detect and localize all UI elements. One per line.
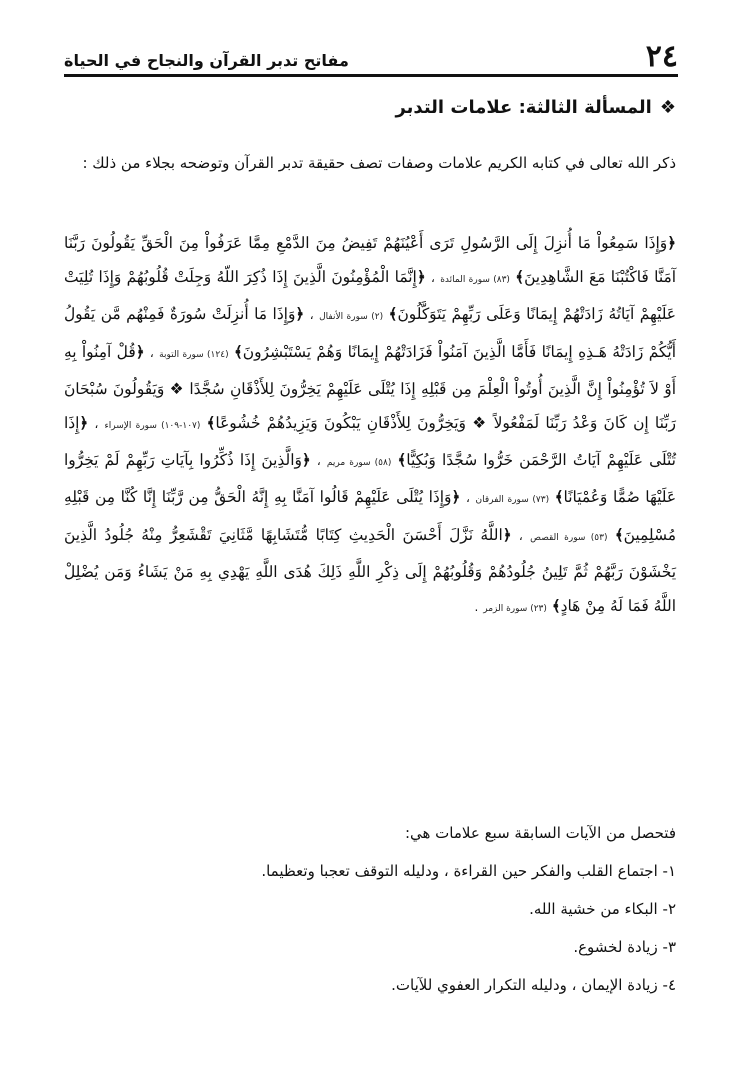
verse-separator: ، — [465, 491, 470, 506]
verse-reference: (٨٣) سورة المائدة — [440, 275, 510, 286]
verse-reference: (١٢٤) سورة التوبة — [159, 349, 229, 360]
signs-list — [64, 856, 676, 1008]
ornate-bracket-open-icon: ﴿ — [295, 305, 305, 324]
list-item-text: زيادة الإيمان ، ودليله التكرار العفوي للآيات. — [391, 976, 658, 994]
ornate-bracket-close-icon: ﴾ — [515, 268, 525, 287]
verse-separator: ، — [149, 345, 154, 360]
verse-reference: (٧٣) سورة الفرقان — [475, 495, 550, 506]
page-header — [64, 38, 678, 72]
verse-separator: ، — [518, 528, 523, 543]
ornate-bracket-close-icon: ﴾ — [551, 597, 561, 616]
verse-text: وَإِذَا سَمِعُواْ مَا أُنزِلَ إِلَى الرَّسُولِ تَرَى أَعْيُنَهُمْ تَفِيضُ مِنَ الدَّمْعِ مِمَّا عَرَفُواْ مِنَ الْحَقِّ يَقُولُونَ رَبَّنَا آمَنَّا فَاكْتُبْنَا مَعَ الشَّاهِدِينَ — [64, 234, 676, 287]
verse-separator: ، — [309, 308, 314, 323]
verse-text: وَالَّذِينَ إِذَا ذُكِّرُوا بِآيَاتِ رَبِّهِمْ لَمْ يَخِرُّوا عَلَيْهَا صُمًّا وَعُمْيَانًا — [64, 451, 677, 507]
ornate-bracket-open-icon: ﴿ — [502, 525, 512, 544]
ornate-bracket-open-icon: ﴿ — [301, 451, 311, 470]
list-number: ٤- — [662, 976, 676, 994]
list-item-text: زيادة لخشوع. — [573, 938, 658, 956]
verse-text: اللَّهُ نَزَّلَ أَحْسَنَ الْحَدِيثِ كِتَابًا مُّتَشَابِهًا مَّثَانِيَ تَقْشَعِرُّ مِنْهُ جُلُودُ الَّذِينَ يَخْشَوْنَ رَبَّهُمْ ثُمَّ تَلِينُ جُلُودُهُمْ وَقُلُوبُهُمْ إِلَى ذِكْرِ اللَّهِ ذَلِكَ هُدَى اللَّهِ يَهْدِي بِهِ مَنْ يَشَاءُ وَمَن يُضْلِلْ اللَّهُ فَمَا لَهُ مِنْ هَادٍ — [64, 525, 676, 616]
verse-separator: ، — [430, 271, 435, 286]
verse-text: إِذَا تُتْلَى عَلَيْهِمْ آيَاتُ الرَّحْمَن خَرُّوا سُجَّدًا وَبُكِيًّا — [64, 414, 676, 470]
list-number: ١- — [662, 862, 676, 880]
running-title: مفاتح تدبر القرآن والنجاح في الحياة — [64, 51, 349, 70]
list-item — [64, 932, 676, 970]
verse-text: وَإِذَا يُتْلَى عَلَيْهِمْ قَالُوا آمَنَّا بِهِ إِنَّهُ الْحَقُّ مِن رَّبِّنَا إِنَّا كُنَّا مِن قَبْلِهِ مُسْلِمِينَ — [64, 488, 676, 544]
list-item — [64, 894, 676, 932]
ornate-bracket-close-icon: ﴾ — [233, 342, 243, 361]
verse-separator: ، — [316, 454, 321, 469]
ornate-bracket-open-icon: ﴿ — [451, 488, 461, 507]
ornate-bracket-open-icon: ﴿ — [135, 342, 145, 361]
ornate-bracket-open-icon: ﴿ — [667, 234, 676, 252]
verse-reference: (٥٣) سورة القصص — [530, 532, 608, 543]
list-number: ٢- — [662, 900, 676, 918]
verse-text: قُلْ آمِنُواْ بِهِ أَوْ لاَ تُؤْمِنُواْ إِنَّ الَّذِينَ أُوتُواْ الْعِلْمَ مِن قَبْلِهِ إِذَا يُتْلَى عَلَيْهِمْ يَخِرُّونَ لِلأَذْقَانِ سُجَّدًا ❖ وَيَقُولُونَ سُبْحَانَ رَبِّنَا إِن كَانَ وَعْدُ رَبِّنَا لَمَفْعُولاً ❖ وَيَخِرُّونَ لِلأَذْقَانِ يَبْكُونَ وَيَزِيدُهُمْ خُشُوعًا — [64, 342, 676, 433]
list-item — [64, 970, 676, 1008]
verse-text: وَإِذَا مَا أُنزِلَتْ سُورَةٌ فَمِنْهُم مَّن يَقُولُ أَيُّكُمْ زَادَتْهُ هَـذِهِ إِيمَانًا فَأَمَّا الَّذِينَ آمَنُواْ فَزَادَتْهُمْ إِيمَانًا وَهُمْ يَسْتَبْشِرُونَ — [64, 305, 676, 361]
verse-reference: (١٠٧-١٠٩) سورة الإسراء — [104, 421, 201, 432]
list-item-text: اجتماع القلب والفكر حين القراءة ، ودليله التوقف تعجبا وتعظيما. — [261, 862, 658, 880]
list-number: ٣- — [662, 938, 676, 956]
signs-lead-sentence: فتحصل من الآيات السابقة سبع علامات هي: — [404, 824, 676, 842]
diamond-bullet-icon: ❖ — [659, 96, 676, 118]
ornate-bracket-close-icon: ﴾ — [614, 525, 624, 544]
ornate-bracket-open-icon: ﴿ — [416, 268, 426, 287]
verse-text: إِنَّمَا الْمُؤْمِنُونَ الَّذِينَ إِذَا ذُكِرَ اللّهُ وَجِلَتْ قُلُوبُهُمْ وَإِذَا تُلِيَتْ عَلَيْهِمْ آيَاتُهُ زَادَتْهُمْ إِيمَانًا وَعَلَى رَبِّهِمْ يَتَوَكَّلُونَ — [64, 268, 676, 324]
page-number: ٢٤ — [645, 39, 678, 74]
intro-paragraph: ذكر الله تعالى في كتابه الكريم علامات وصفات تصف حقيقة تدبر القرآن وتوضحه بجلاء من ذلك : — [82, 154, 676, 172]
list-item-text: البكاء من خشية الله. — [529, 900, 658, 918]
ornate-bracket-open-icon: ﴿ — [79, 414, 89, 433]
verse-separator: . — [474, 600, 479, 615]
list-item — [64, 856, 676, 894]
ornate-bracket-close-icon: ﴾ — [206, 414, 216, 433]
section-title: المسألة الثالثة: علامات التدبر — [395, 96, 652, 118]
header-rule — [64, 74, 678, 77]
verse-separator: ، — [94, 417, 99, 432]
quran-verses-paragraph — [64, 226, 676, 626]
ornate-bracket-close-icon: ﴾ — [554, 488, 564, 507]
verse-reference: (٥٨) سورة مريم — [326, 458, 392, 469]
section-heading — [360, 92, 676, 122]
verse-reference: (٢٣) سورة الزمر — [483, 604, 547, 615]
ornate-bracket-close-icon: ﴾ — [388, 305, 398, 324]
ornate-bracket-close-icon: ﴾ — [397, 451, 407, 470]
verse-reference: (٢) سورة الأنفال — [319, 312, 384, 323]
